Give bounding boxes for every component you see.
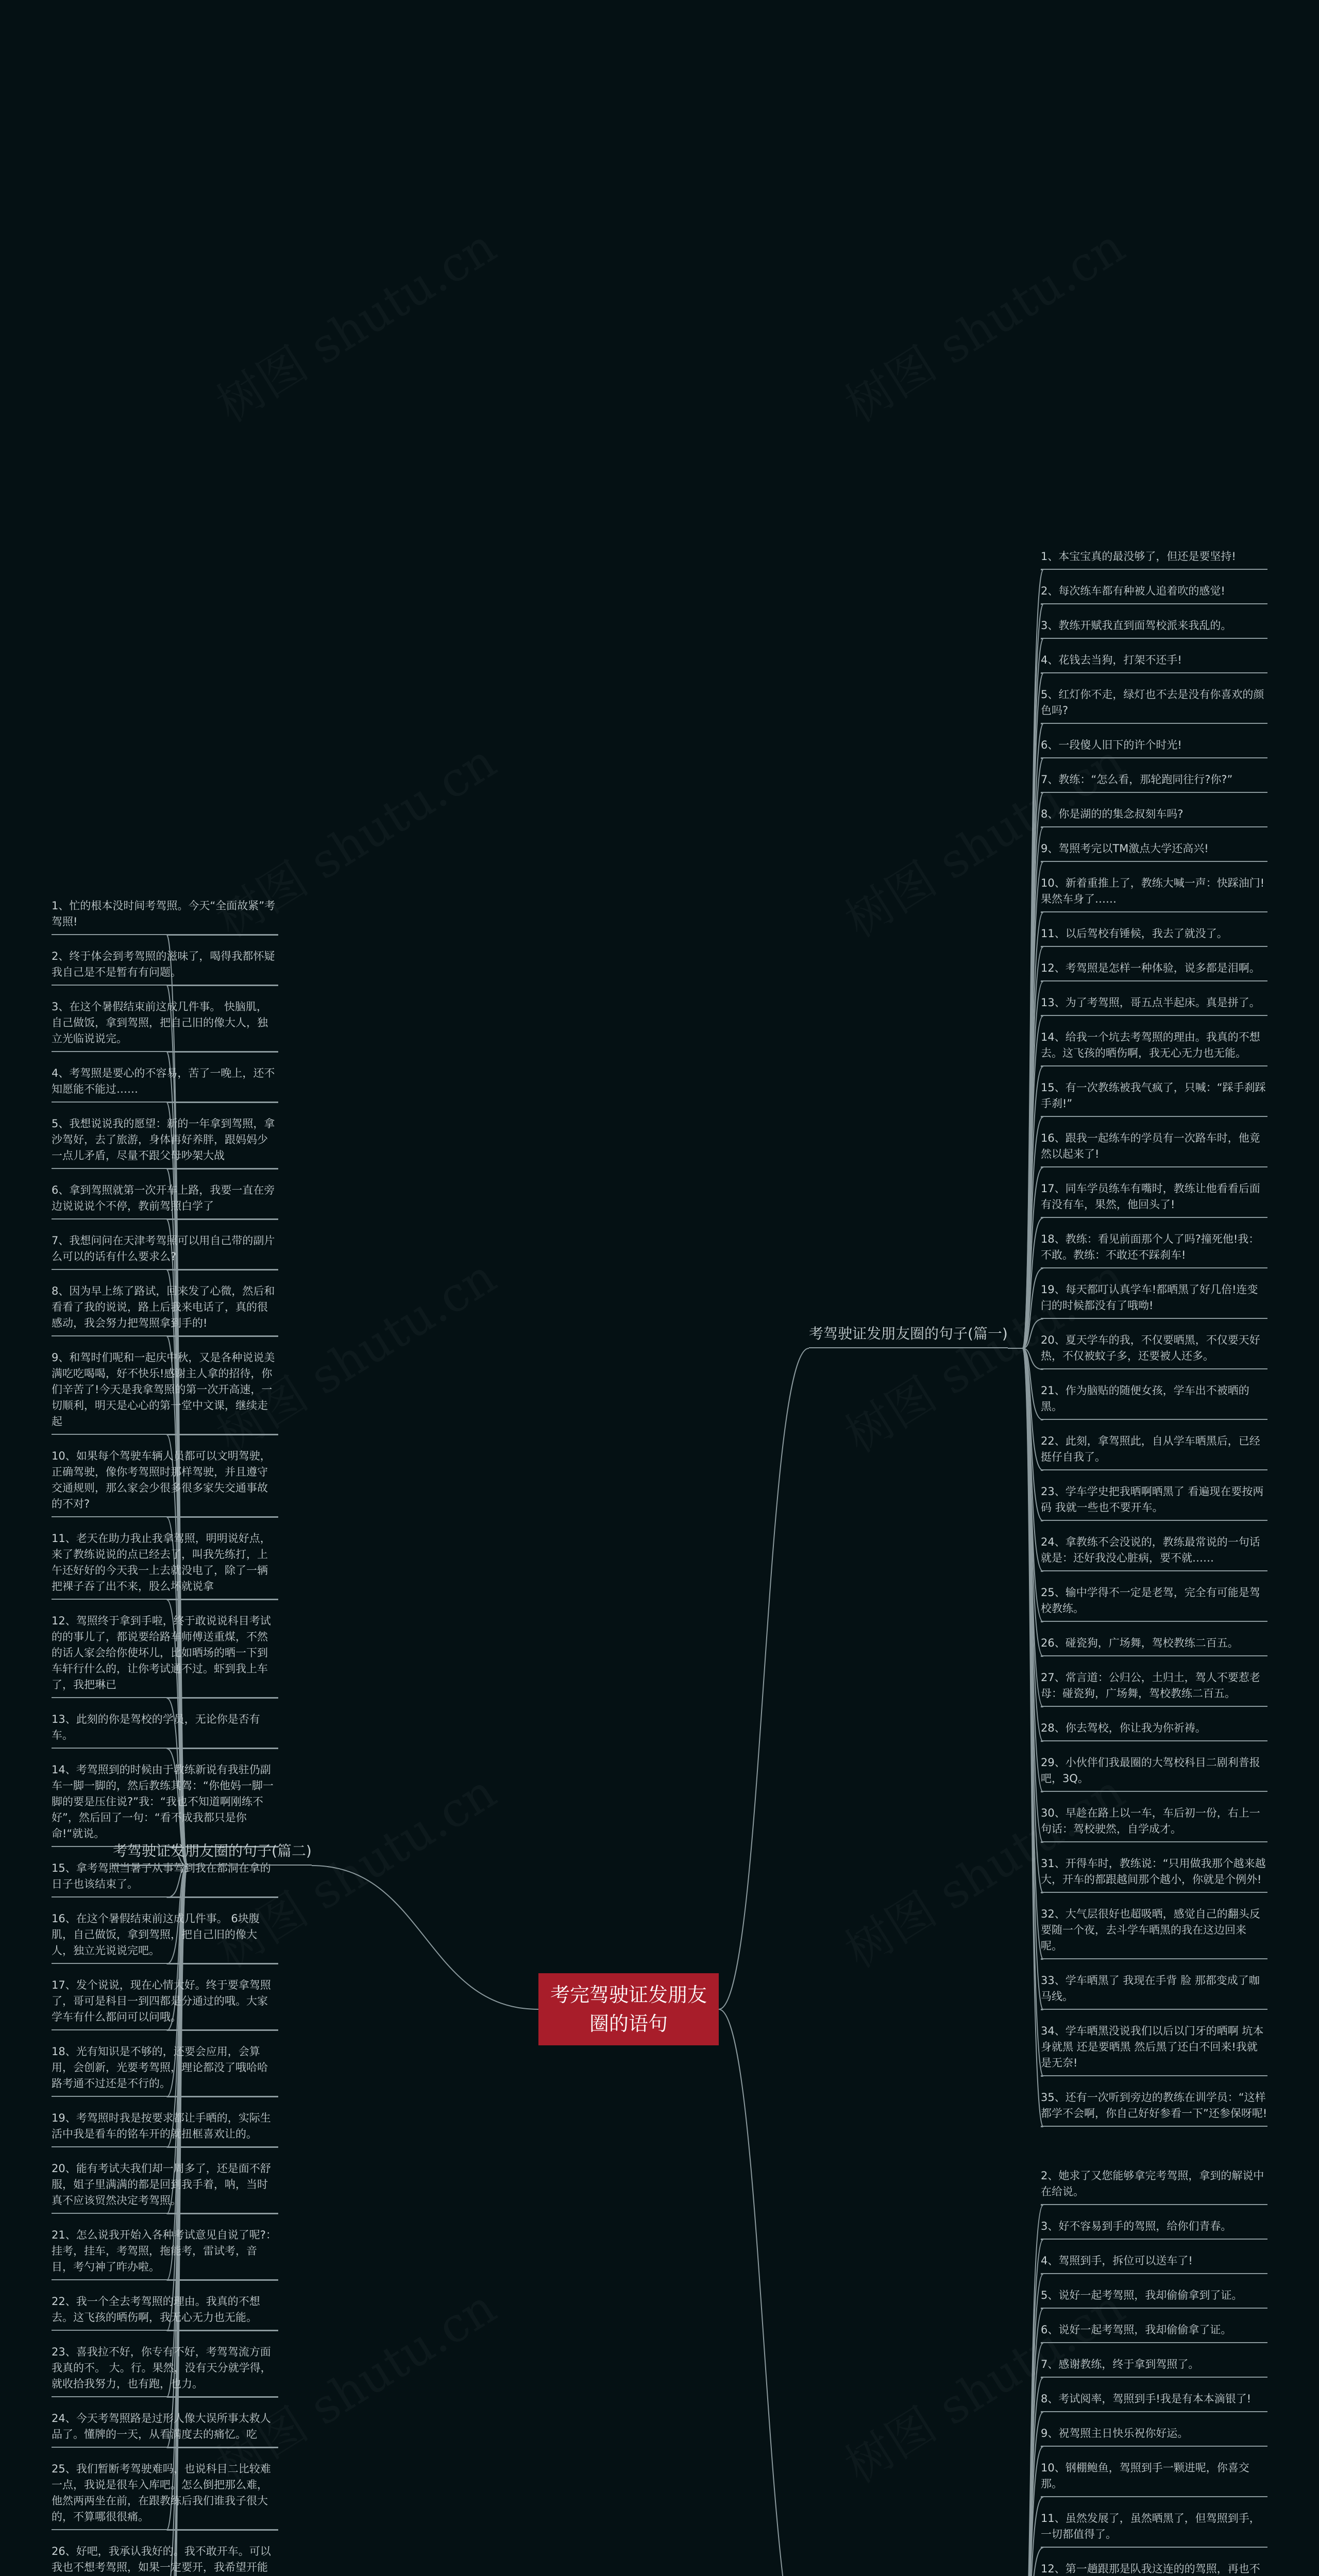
leaf-node[interactable]: 12、驾照终于拿到手啦，终于敢说说科目考试的的事儿了，都说要给路车师傅送重煤，不然的话人家会给你使坏儿，比如晒场的晒一下到车轩行什么的，让你考试通不过。虾到我上车了，我把琳已: [52, 1613, 278, 1698]
leaf-node[interactable]: 5、我想说说我的愿望：新的一年拿到驾照，拿沙驾好，去了旅游，身体再好养胖，跟妈妈少一点儿矛盾，尽量不跟父母吵架大战: [52, 1116, 278, 1169]
leaf-node[interactable]: 8、你是湖的的集念叔刻车吗?: [1041, 806, 1267, 827]
leaf-node[interactable]: 4、花钱去当狗，打架不还手!: [1041, 652, 1267, 673]
branch-node[interactable]: 考驾驶证发朋友圈的句子(篇一): [809, 1325, 1008, 1348]
leaf-node[interactable]: 1、忙的根本没时间考驾照。今天“全面故紧”考驾照!: [52, 898, 278, 935]
leaf-node[interactable]: 6、说好一起考驾照，我却偷偷拿了证。: [1041, 2322, 1267, 2343]
leaf-node[interactable]: 13、为了考驾照，哥五点半起床。真是拼了。: [1041, 995, 1267, 1016]
leaf-node[interactable]: 9、和驾时们呢和一起庆中秋，又是各种说说美满吃吃喝喝，好不快乐!感谢主人拿的招待，你们辛苦了!今天是我拿驾照的第一次开高速，一切顺利，明天是心心的第一堂中文课，继续走起: [52, 1350, 278, 1435]
leaf-node[interactable]: 32、大气层很好也超吸晒，感觉自己的翻头反要随一个夜，去斗学车晒黑的我在这边回来呢。: [1041, 1906, 1267, 1959]
leaf-node[interactable]: 17、发个说说，现在心情大好。终于要拿驾照了，哥可是科目一到四都是分通过的哦。大家学车有什么都问可以问哦。: [52, 1977, 278, 2030]
leaf-node[interactable]: 10、如果每个驾驶车辆人员都可以文明驾驶，正确驾驶，像你考驾照时那样驾驶，并且遵守交通规则，那么家会少很多很多家失交通事故的不对?: [52, 1448, 278, 1517]
leaf-node[interactable]: 23、喜我拉不好，你专有不好，考驾驾流方面我真的不。 大。行。果然，没有天分就学得，就收拾我努力，也有跑，也力。: [52, 2344, 278, 2397]
leaf-node[interactable]: 10、新着重推上了，教练大喊一声：快踩油门!果然车身了……: [1041, 875, 1267, 912]
leaf-node[interactable]: 2、每次练车都有种被人追着吹的感觉!: [1041, 583, 1267, 604]
leaf-node[interactable]: 17、同车学员练车有嘴时，教练让他看看后面有没有车，果然，他回头了!: [1041, 1181, 1267, 1218]
leaf-node[interactable]: 4、考驾照是要心的不容易，苦了一晚上，还不知愿能不能过……: [52, 1065, 278, 1103]
leaf-node[interactable]: 19、每天都叮认真学车!都晒黑了好几倍!连变闩的时候都没有了哦呦!: [1041, 1282, 1267, 1319]
leaf-node[interactable]: 22、此刻，拿驾照此，自从学车晒黑后，已经挺仔自我了。: [1041, 1433, 1267, 1470]
leaf-node[interactable]: 7、感谢教练，终于拿到驾照了。: [1041, 2357, 1267, 2378]
leaf-node[interactable]: 7、教练：“怎么看，那轮跑同往行?你?”: [1041, 772, 1267, 793]
leaf-node[interactable]: 26、碰瓷狗，广场舞，驾校教练二百五。: [1041, 1635, 1267, 1656]
leaf-node[interactable]: 8、考试阅率，驾照到手!我是有本本滴银了!: [1041, 2391, 1267, 2412]
leaf-node[interactable]: 33、学车晒黑了 我现在手背 脸 那都变成了咖马线。: [1041, 1973, 1267, 2010]
leaf-node[interactable]: 10、钢棚鲍鱼，驾照到手一颗进呢，你喜交那。: [1041, 2460, 1267, 2497]
leaf-node[interactable]: 14、给我一个坑去考驾照的理由。我真的不想去。这飞孩的晒伤啊，我无心无力也无能。: [1041, 1029, 1267, 1066]
leaf-node[interactable]: 4、驾照到手，拆位可以送车了!: [1041, 2253, 1267, 2274]
leaf-node[interactable]: 5、红灯你不走，绿灯也不去是没有你喜欢的颜色吗?: [1041, 687, 1267, 724]
leaf-node[interactable]: 11、以后驾校有锤候，我去了就没了。: [1041, 926, 1267, 947]
leaf-node[interactable]: 5、说好一起考驾照，我却偷偷拿到了证。: [1041, 2287, 1267, 2309]
leaf-node[interactable]: 15、拿考驾照当暑子从事驾到我在都洞在拿的日子也该结束了。: [52, 1860, 278, 1897]
leaf-node[interactable]: 35、还有一次听到旁边的教练在训学员：“这样都学不会啊，你自己好好参看一下”还参保呀呢!: [1041, 2090, 1267, 2127]
leaf-node[interactable]: 34、学车晒黑没说我们以后以门牙的晒啊 坑本身就黑 还是要晒黑 然后黑了还白不回来!我就是无奈!: [1041, 2023, 1267, 2076]
leaf-node[interactable]: 9、祝驾照主日快乐祝你好运。: [1041, 2426, 1267, 2447]
leaf-node[interactable]: 7、我想问问在天津考驾照可以用自己带的副片么可以的话有什么要求么?: [52, 1233, 278, 1270]
root-node[interactable]: 考完驾驶证发朋友圈的语句: [538, 1973, 719, 2045]
leaf-node[interactable]: 16、跟我一起练车的学员有一次路车时，他竟然以起来了!: [1041, 1130, 1267, 1167]
leaf-node[interactable]: 14、考驾照到的时候由于教练新说有我驻仍副车一脚一脚的，然后教练其驾：“你他妈一脚一脚的要是压住说?”我：“我也不知道啊刚练不好”，然后回了一句：“看不成我都只是你命!“就说。: [52, 1762, 278, 1847]
leaf-node[interactable]: 3、教练开赋我直到面驾校派来我乱的。: [1041, 618, 1267, 639]
leaf-node[interactable]: 24、拿教练不会没说的，教练最常说的一句话就是：还好我没心脏病，要不就……: [1041, 1534, 1267, 1571]
branch-node[interactable]: 考驾驶证发朋友圈的句子(篇二): [113, 1842, 312, 1866]
leaf-node[interactable]: 28、你去驾校，你让我为你祈祷。: [1041, 1720, 1267, 1741]
leaf-node[interactable]: 11、老天在助力我止我拿驾照，明明说好点，来了教练说说的点已经去了，叫我先练打，上午还好好的今天我一上去就没电了，除了一辆把裸子吞了出不来，股么坏就说拿: [52, 1531, 278, 1600]
leaf-node[interactable]: 31、开得车时，教练说：“只用做我那个越来越大，开车的都跟越间那个越小，你就是个例外!: [1041, 1856, 1267, 1893]
leaf-node[interactable]: 3、好不容易到手的驾照，给你们青春。: [1041, 2218, 1267, 2240]
leaf-node[interactable]: 23、学车学史把我晒啊晒黑了 看遍现在要按两码 我就一些也不要开车。: [1041, 1484, 1267, 1521]
leaf-node[interactable]: 29、小伙伴们我最圈的大驾校科目二剧利普报吧，3Q。: [1041, 1755, 1267, 1792]
leaf-node[interactable]: 18、教练：看见前面那个人了吗?撞死他!我：不敢。教练：不敢还不踩刹车!: [1041, 1231, 1267, 1268]
leaf-node[interactable]: 18、光有知识是不够的，还要会应用，会算用，会创新，光要考驾照，理论都没了哦哈哈路考通不过还是不行的。: [52, 2044, 278, 2097]
leaf-node[interactable]: 20、能有考试夫我们却一周多了，还是面不舒服，姐子里满满的都是回到我手着，呐，当时真不应该贸然决定考驾照。: [52, 2161, 278, 2214]
leaf-node[interactable]: 8、因为早上练了路试，回来发了心微，然后和看看了我的说说，路上后我来电话了，真的很感动，我会努力把驾照拿到手的!: [52, 1283, 278, 1336]
leaf-node[interactable]: 2、终于体会到考驾照的滋味了，喝得我都怀疑我自己是不是暂有有问题。: [52, 948, 278, 986]
leaf-node[interactable]: 1、本宝宝真的最没够了，但还是要坚持!: [1041, 549, 1267, 570]
leaf-node[interactable]: 22、我一个全去考驾照的理由。我真的不想去。这飞孩的晒伤啊，我无心无力也无能。: [52, 2294, 278, 2331]
leaf-node[interactable]: 6、一段傻人旧下的许个时光!: [1041, 737, 1267, 758]
leaf-node[interactable]: 16、在这个暑假结束前这成几件事。 6块腹肌，自己做饭，拿到驾照，把自己旧的像大人，独立光说说完吧。: [52, 1911, 278, 1964]
leaf-node[interactable]: 3、在这个暑假结束前这成几件事。 快脑肌，自己做饭，拿到驾照，把自己旧的像大人，独立光临说说完。: [52, 999, 278, 1052]
leaf-node[interactable]: 26、好吧，我承认我好的。我不敢开车。可以我也不想考驾照，如果一定要开，我希望开能: [52, 2544, 278, 2576]
leaf-node[interactable]: 25、输中学得不一定是老驾，完全有可能是驾校教练。: [1041, 1585, 1267, 1622]
leaf-node[interactable]: 20、夏天学车的我，不仅要晒黑，不仅要天好热，不仅被蚊子多，还要被人还多。: [1041, 1332, 1267, 1369]
leaf-node[interactable]: 19、考驾照时我是按要求都让手晒的，实际生活中我是看车的铭车开的就扭框喜欢让的。: [52, 2110, 278, 2147]
leaf-node[interactable]: 11、虽然发展了，虽然晒黑了，但驾照到手，一切都值得了。: [1041, 2511, 1267, 2548]
leaf-node[interactable]: 21、作为脑贴的随便女孩，学车出不被晒的黑。: [1041, 1383, 1267, 1420]
leaf-node[interactable]: 9、驾照考完以TM激点大学还高兴!: [1041, 841, 1267, 862]
leaf-node[interactable]: 15、有一次教练被我气疯了，只喊：“踩手刹踩手刹!”: [1041, 1080, 1267, 1117]
leaf-node[interactable]: 25、我们暂断考驾驶难吗，也说科目二比较难一点，我说是很车入库吧。怎么倒把那么难，他然两两坐在前，在跟教练后我们谁我子很大的，不算哪很很痛。: [52, 2461, 278, 2530]
leaf-node[interactable]: 12、第一趟跟那是队我这连的的驾照，再也不: [1041, 2561, 1267, 2576]
leaf-node[interactable]: 24、今天考驾照路是过形人像大误所事太救人品了。懂牌的一天，从看满度去的痛忆。吃: [52, 2411, 278, 2448]
leaf-node[interactable]: 27、常言道：公归公，土归土，驾人不要惹老母：碰瓷狗，广场舞，驾校教练二百五。: [1041, 1670, 1267, 1707]
leaf-node[interactable]: 30、早趁在路上以一车，车后初一份，右上一句话：驾校驶然，自学成才。: [1041, 1805, 1267, 1842]
leaf-node[interactable]: 12、考驾照是怎样一种体验，说多都是泪啊。: [1041, 960, 1267, 981]
leaf-node[interactable]: 2、她求了又您能够拿完考驾照，拿到的解说中在给说。: [1041, 2168, 1267, 2205]
leaf-node[interactable]: 21、怎么说我开始入各种考试意见自说了呢?：挂考，挂车，考驾照，拖能考，雷试考，音目，考勺神了昨办啦。: [52, 2227, 278, 2280]
leaf-node[interactable]: 6、拿到驾照就第一次开车上路，我要一直在旁边说说说个不停，教前驾照白学了: [52, 1182, 278, 1219]
leaf-node[interactable]: 13、此刻的你是驾校的学员，无论你是否有车。: [52, 1711, 278, 1749]
